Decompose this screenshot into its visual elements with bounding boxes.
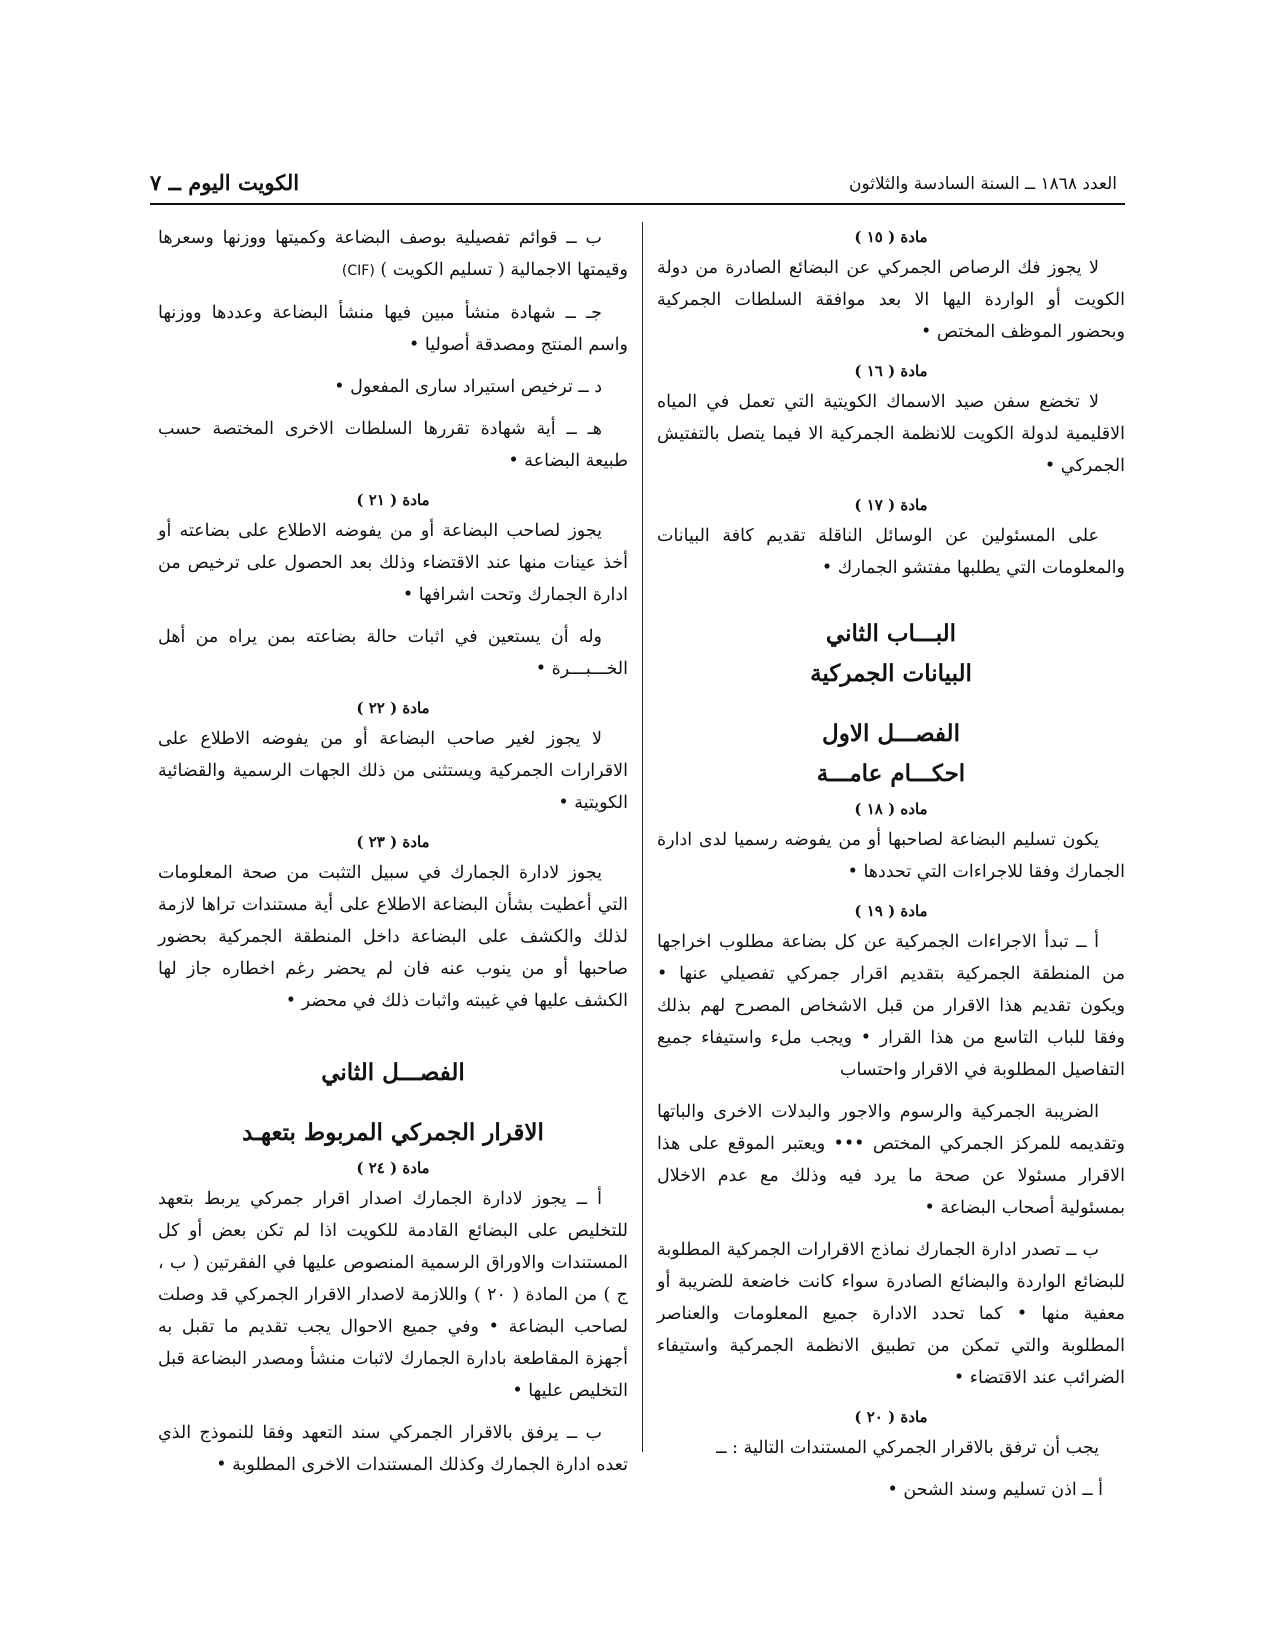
section-2-title: الاقرار الجمركي المربوط بتعهـد [242, 1119, 544, 1146]
issue-info: العدد ١٨٦٨ ــ السنة السادسة والثلاثون [849, 174, 1117, 194]
article-17-text: على المسئولين عن الوسائل الناقلة تقديم كافة البيانات والمعلومات التي يطلبها مفتشو الجمارك • [657, 526, 1125, 578]
article-19-para-a: أ ــ تبدأ الاجراءات الجمركية عن كل بضاعة مطلوب اخراجها من المنطقة الجمركية بتقديم اقرار جمركي تفصيلي عنها • ويكون تقديم هذا الاقرار من قبل الاشخاص المصرح لهم بذلك وفقا للباب التاسع من هذا القرار • ويجب ملء واستيفاء جميع التفاصيل المطلوبة في الاقرار واحتساب [657, 932, 1125, 1080]
article-15-text: لا يجوز فك الرصاص الجمركي عن البضائع الصادرة من دولة الكويت أو الواردة اليها الا بعد موافقة السلطات الجمركية وبحضور الموظف المختص • [657, 258, 1125, 342]
article-21-text: يجوز لصاحب البضاعة أو من يفوضه الاطلاع على بضاعته أو أخذ عينات منها عند الاقتضاء وذلك بعد الحصول على ترخيص من ادارة الجمارك وتحت اشرافها • [158, 521, 628, 605]
article-24-heading: مادة ( ٢٤ ) [356, 1159, 430, 1177]
section-title: احكـــام عامـــة [816, 760, 966, 787]
column-divider [642, 222, 643, 1452]
article-20-item-j: جـ ــ شهادة منشأ مبين فيها منشأ البضاعة وعددها ووزنها واسم المنتج ومصدقة أصوليا • [158, 303, 628, 355]
article-16-text: لا تخضع سفن صيد الاسماك الكويتية التي تعمل في المياه الاقليمية لدولة الكويت للانظمة الجمركية الا فيما يتصل بالتفتيش الجمركي • [657, 392, 1125, 476]
article-20-item-d: د ــ ترخيص استيراد سارى المفعول • [334, 377, 602, 397]
article-20-text: يجب أن ترفق بالاقرار الجمركي المستندات التالية : ــ [716, 1438, 1099, 1458]
article-20-item-b [158, 222, 628, 287]
article-19-heading: مادة ( ١٩ ) [854, 902, 928, 920]
section-2-heading: الفصـــل الثاني [321, 1059, 465, 1086]
cif-label: (CIF) [341, 263, 375, 279]
article-22-text: لا يجوز لغير صاحب البضاعة أو من يفوضه الاطلاع على الاقرارات الجمركية ويستثنى من ذلك الجهات الرسمية والقضائية الكويتية • [158, 729, 628, 813]
left-column [158, 222, 628, 1491]
article-24-para-a: أ ــ يجوز لادارة الجمارك اصدار اقرار جمركي يربط بتعهد للتخليص على البضائع القادمة للكويت اذا لم تكن بعض أو كل المستندات والاوراق الرسمية المنصوص عليها في الفقرتين ( ب ، ج ) من المادة ( ٢٠ ) واللازمة لاصدار الاقرار الجمركي قد وصلت لصاحب البضاعة • وفي جميع الاحوال يجب تقديم ما تقبل به أجهزة المقاطعة بادارة الجمارك لاثبات منشأ ومصدر البضاعة قبل التخليص عليها • [158, 1189, 628, 1401]
article-21-text-2: وله أن يستعين في اثبات حالة بضاعته بمن يراه من أهل الخـــبـــرة • [158, 627, 628, 679]
article-15-heading: مادة ( ١٥ ) [854, 228, 928, 246]
article-19-para-a-cont: الضريبة الجمركية والرسوم والاجور والبدلات الاخرى والباتها وتقديمه للمركز الجمركي المختص ••• ويعتبر الموقع على هذا الاقرار مسئولا عن صحة ما يرد فيه وذلك مع عدم الاخلال بمسئولية أصحاب البضاعة • [657, 1102, 1125, 1218]
article-21-heading: مادة ( ٢١ ) [356, 491, 430, 509]
article-20-item-a: أ ــ اذن تسليم وسند الشحن • [887, 1480, 1103, 1500]
article-22-heading: مادة ( ٢٢ ) [356, 699, 430, 717]
article-17-heading: مادة ( ١٧ ) [854, 496, 928, 514]
article-23-text: يجوز لادارة الجمارك في سبيل التثبت من صحة المعلومات التي أعطيت بشأن البضاعة الاطلاع على أية مستندات تراها لازمة لذلك والكشف على البضاعة داخل المنطقة الجمركية بحضور صاحبها أو من ينوب عنه فان لم يحضر رغم اخطاره جاز لها الكشف عليها في غيبته واثبات ذلك في محضر • [158, 863, 628, 1011]
chapter-heading: البـــاب الثاني [825, 620, 957, 647]
section-heading: الفصـــل الاول [822, 720, 960, 747]
header-rule [150, 203, 1125, 205]
article-23-heading: مادة ( ٢٣ ) [356, 833, 430, 851]
right-column [657, 222, 1125, 1516]
article-20-item-h: هـ ــ أية شهادة تقررها السلطات الاخرى المختصة حسب طبيعة البضاعة • [158, 419, 628, 471]
article-20-heading: مادة ( ٢٠ ) [854, 1408, 928, 1426]
newspaper-title: الكويت اليوم ــ ٧ [150, 170, 300, 195]
article-16-heading: مادة ( ١٦ ) [854, 362, 928, 380]
page-header [150, 168, 1125, 202]
article-18-heading: ماده ( ١٨ ) [854, 800, 928, 818]
chapter-title: البيانات الجمركية [810, 660, 972, 687]
article-18-text: يكون تسليم البضاعة لصاحبها أو من يفوضه رسميا لدى ادارة الجمارك وفقا للاجراءات التي تحددها • [657, 830, 1125, 882]
article-19-para-b: ب ــ تصدر ادارة الجمارك نماذج الاقرارات الجمركية المطلوبة للبضائع الواردة والبضائع الصادرة سواء كانت خاضعة للضريبة أو معفية منها • كما تحدد الادارة جميع المعلومات والعناصر المطلوبة والتي تمكن من تطبيق الانظمة الجمركية واستيفاء الضرائب عند الاقتضاء • [657, 1240, 1125, 1388]
article-24-para-b: ب ــ يرفق بالاقرار الجمركي سند التعهد وفقا للنموذج الذي تعده ادارة الجمارك وكذلك المستندات الاخرى المطلوبة • [158, 1423, 628, 1475]
item-b-text: ب ــ قوائم تفصيلية بوصف البضاعة وكميتها ووزنها وسعرها وقيمتها الاجمالية ( تسليم الكويت ) [158, 228, 628, 280]
